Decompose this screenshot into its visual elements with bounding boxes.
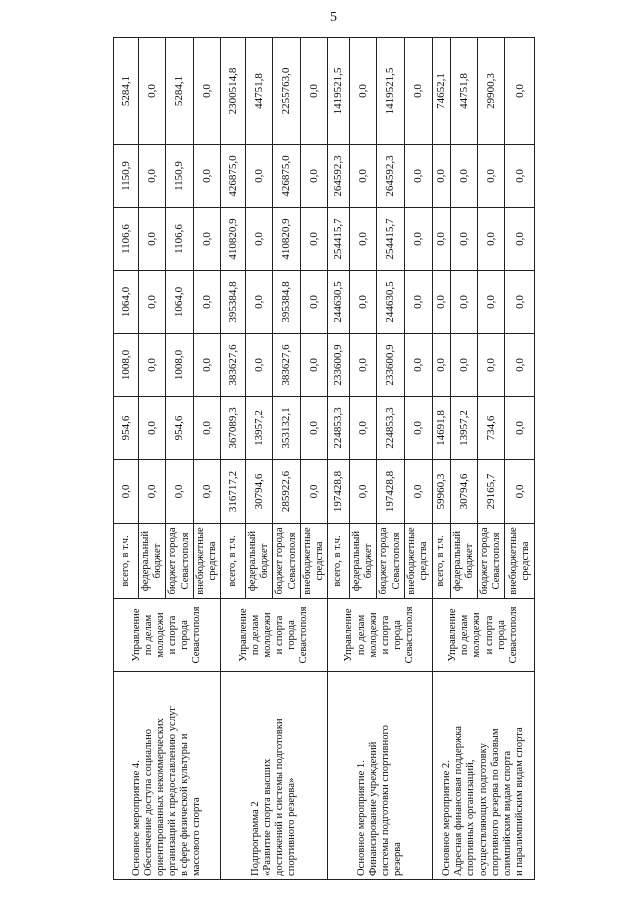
program-title-cell [221, 672, 328, 880]
total-value-cell: 5284,1 [166, 38, 193, 145]
funding-source-line: бюджет города [479, 527, 491, 595]
year-value-cell: 0,0 [193, 334, 220, 397]
funding-source-line: внебюджетные [507, 527, 519, 595]
funding-source-cell [166, 524, 193, 599]
year-value-cell: 0,0 [193, 208, 220, 271]
year-value-cell: 410820,9 [221, 208, 246, 271]
executor-cell [114, 599, 221, 672]
year-value-cell: 0,0 [432, 271, 450, 334]
funding-source-line: федеральный [351, 530, 363, 592]
year-value-cell: 0,0 [478, 145, 505, 208]
year-value-cell: 0,0 [300, 208, 327, 271]
program-title-line: «Развитие спорта высших [261, 758, 273, 876]
year-value-cell: 0,0 [404, 334, 432, 397]
funding-source-line: Севастополя [286, 532, 298, 590]
year-value-cell: 0,0 [300, 145, 327, 208]
year-value-cell: 0,0 [350, 271, 377, 334]
funding-source-line: Севастополя [491, 532, 503, 590]
year-value-cell: 0,0 [246, 271, 273, 334]
executor-line: по делам [459, 614, 471, 656]
executor-line: Управление [343, 608, 355, 662]
funding-source-line: внебюджетные [194, 527, 206, 595]
year-value-cell: 0,0 [432, 208, 450, 271]
year-value-cell: 0,0 [139, 145, 166, 208]
year-value-cell: 0,0 [404, 460, 432, 524]
year-value-cell: 0,0 [478, 271, 505, 334]
executor-line: Управление [237, 608, 249, 662]
year-value-cell: 426875,0 [221, 145, 246, 208]
year-value-cell: 0,0 [300, 271, 327, 334]
year-value-cell: 0,0 [432, 145, 450, 208]
executor-cell [328, 599, 433, 672]
year-value-cell: 0,0 [139, 208, 166, 271]
year-value-cell: 264592,3 [328, 145, 350, 208]
year-value-cell: 233600,9 [328, 334, 350, 397]
year-value-cell: 0,0 [350, 208, 377, 271]
funding-source-line: бюджет города [378, 527, 390, 595]
year-value-cell: 0,0 [193, 271, 220, 334]
funding-source-cell [273, 524, 300, 599]
year-value-cell: 0,0 [350, 145, 377, 208]
year-value-cell: 383627,6 [273, 334, 300, 397]
year-value-cell: 0,0 [404, 145, 432, 208]
year-value-cell: 285922,6 [273, 460, 300, 524]
year-value-cell: 383627,6 [221, 334, 246, 397]
year-value-cell: 0,0 [300, 460, 327, 524]
executor-line: по делам [355, 614, 367, 656]
funding-source-cell [404, 524, 432, 599]
program-title-cell [328, 672, 433, 880]
funding-source-line: бюджет [152, 543, 164, 579]
program-title-line: Основное мероприятие 2. [440, 760, 452, 876]
program-title-line: и паралимпийским видам спорта [514, 727, 526, 876]
year-value-cell: 0,0 [300, 397, 327, 460]
year-value-cell: 0,0 [404, 271, 432, 334]
funding-source-cell [221, 524, 246, 599]
program-title-line: Адресная финансовая поддержка [453, 725, 465, 876]
year-value-cell: 395384,8 [221, 271, 246, 334]
executor-cell [432, 599, 535, 672]
year-value-cell: 224853,3 [377, 397, 404, 460]
year-value-cell: 0,0 [450, 271, 477, 334]
program-title-line: спортивных организаций, [465, 759, 477, 876]
year-value-cell: 59960,3 [432, 460, 450, 524]
funding-source-cell [478, 524, 505, 599]
funding-source-cell [246, 524, 273, 599]
funding-source-line: всего, в т.ч. [226, 535, 238, 587]
year-value-cell: 0,0 [505, 271, 535, 334]
funding-source-line: внебюджетные [406, 527, 418, 595]
year-value-cell: 1106,6 [166, 208, 193, 271]
year-value-cell: 0,0 [432, 334, 450, 397]
total-value-cell: 1419521,5 [377, 38, 404, 145]
total-value-cell: 2300514,8 [221, 38, 246, 145]
year-value-cell: 367089,3 [221, 397, 246, 460]
funding-source-line: бюджет города [167, 527, 179, 595]
year-value-cell: 954,6 [166, 397, 193, 460]
year-value-cell: 0,0 [246, 145, 273, 208]
total-value-cell: 0,0 [300, 38, 327, 145]
funding-source-cell [377, 524, 404, 599]
total-value-cell: 44751,8 [450, 38, 477, 145]
executor-line: Управление [130, 608, 142, 662]
executor-line: и спорта города [483, 615, 507, 655]
total-value-cell: 1419521,5 [328, 38, 350, 145]
executor-line: по делам [249, 614, 261, 656]
executor-line: молодежи [367, 612, 379, 658]
program-title-cell [432, 672, 535, 880]
year-value-cell: 197428,8 [328, 460, 350, 524]
year-value-cell: 13957,2 [450, 397, 477, 460]
year-value-cell: 1106,6 [114, 208, 139, 271]
funding-source-line: средства [313, 541, 325, 581]
total-value-cell: 5284,1 [114, 38, 139, 145]
executor-line: и спорта города [167, 615, 191, 655]
year-value-cell: 0,0 [193, 145, 220, 208]
total-value-cell: 0,0 [505, 38, 535, 145]
year-value-cell: 0,0 [478, 208, 505, 271]
funding-source-line: всего, в т.ч. [119, 535, 131, 587]
year-value-cell: 244630,5 [328, 271, 350, 334]
total-value-cell: 0,0 [404, 38, 432, 145]
executor-line: Севастополя [507, 606, 519, 664]
funding-source-line: всего, в т.ч. [332, 535, 344, 587]
funding-source-line: Севастополя [179, 532, 191, 590]
year-value-cell: 1008,0 [166, 334, 193, 397]
year-value-cell: 410820,9 [273, 208, 300, 271]
funding-source-line: Севастополя [390, 532, 402, 590]
year-value-cell: 29165,7 [478, 460, 505, 524]
funding-source-cell [300, 524, 327, 599]
program-title-line: спортивного резерва» [286, 777, 298, 876]
year-value-cell: 0,0 [505, 334, 535, 397]
executor-line: по делам [142, 614, 154, 656]
year-value-cell: 1064,0 [114, 271, 139, 334]
year-value-cell: 233600,9 [377, 334, 404, 397]
year-value-cell: 316717,2 [221, 460, 246, 524]
funding-source-line: федеральный [247, 530, 259, 592]
year-value-cell: 1150,9 [114, 145, 139, 208]
program-title-line: Основное мероприятие 4. [130, 760, 142, 876]
funding-source-cell [432, 524, 450, 599]
year-value-cell: 0,0 [300, 334, 327, 397]
total-value-cell: 74652,1 [432, 38, 450, 145]
year-value-cell: 0,0 [450, 334, 477, 397]
funding-source-cell [350, 524, 377, 599]
program-title-line: Подпрограмма 2 [249, 801, 261, 876]
program-title-line: Финансирование учреждений [367, 741, 379, 876]
program-title-line: осуществляющих подготовку [477, 743, 489, 876]
year-value-cell: 254415,7 [328, 208, 350, 271]
year-value-cell: 0,0 [166, 460, 193, 524]
funding-source-line: средства [519, 541, 531, 581]
table-row [328, 38, 350, 880]
executor-line: Севастополя [191, 606, 203, 664]
year-value-cell: 224853,3 [328, 397, 350, 460]
year-value-cell: 954,6 [114, 397, 139, 460]
year-value-cell: 0,0 [505, 397, 535, 460]
year-value-cell: 0,0 [350, 460, 377, 524]
year-value-cell: 426875,0 [273, 145, 300, 208]
year-value-cell: 264592,3 [377, 145, 404, 208]
year-value-cell: 1008,0 [114, 334, 139, 397]
table-row [114, 38, 139, 880]
program-title-cell [114, 672, 221, 880]
executor-cell [221, 599, 328, 672]
rotated-table-container [113, 38, 531, 880]
funding-source-line: бюджет [259, 543, 271, 579]
total-value-cell: 0,0 [193, 38, 220, 145]
program-title-line: системы подготовки спортивного [379, 725, 391, 876]
funding-source-cell [505, 524, 535, 599]
executor-line: и спорта города [274, 615, 298, 655]
year-value-cell: 1150,9 [166, 145, 193, 208]
table-row [221, 38, 246, 880]
year-value-cell: 244630,5 [377, 271, 404, 334]
executor-line: Севастополя [298, 606, 310, 664]
year-value-cell: 0,0 [193, 460, 220, 524]
total-value-cell: 0,0 [139, 38, 166, 145]
year-value-cell: 0,0 [139, 271, 166, 334]
year-value-cell: 0,0 [404, 208, 432, 271]
executor-line: Управление [447, 608, 459, 662]
executor-line: и спорта города [379, 615, 404, 655]
year-value-cell: 13957,2 [246, 397, 273, 460]
funding-table [113, 37, 535, 880]
year-value-cell: 0,0 [246, 208, 273, 271]
year-value-cell: 0,0 [193, 397, 220, 460]
program-title-line: достижений и системы подготовки [274, 718, 286, 876]
funding-source-cell [450, 524, 477, 599]
funding-source-line: всего, в т.ч. [435, 535, 447, 587]
funding-source-cell [328, 524, 350, 599]
year-value-cell: 30794,6 [450, 460, 477, 524]
total-value-cell: 2255763,0 [273, 38, 300, 145]
total-value-cell: 44751,8 [246, 38, 273, 145]
year-value-cell: 0,0 [350, 397, 377, 460]
year-value-cell: 254415,7 [377, 208, 404, 271]
program-title-line: массового спорта [191, 797, 203, 876]
funding-source-line: средства [206, 541, 218, 581]
program-title-line: в сфере физической культуры и [179, 733, 191, 876]
program-title-line: резерва [392, 842, 404, 876]
funding-source-cell [193, 524, 220, 599]
year-value-cell: 0,0 [139, 460, 166, 524]
program-title-line: спортивного резерва по базовым [489, 728, 501, 876]
funding-source-line: внебюджетные [301, 527, 313, 595]
year-value-cell: 0,0 [450, 208, 477, 271]
year-value-cell: 0,0 [114, 460, 139, 524]
executor-line: молодежи [471, 612, 483, 658]
year-value-cell: 30794,6 [246, 460, 273, 524]
year-value-cell: 395384,8 [273, 271, 300, 334]
year-value-cell: 0,0 [404, 397, 432, 460]
total-value-cell: 29900,3 [478, 38, 505, 145]
year-value-cell: 734,6 [478, 397, 505, 460]
funding-source-line: федеральный [451, 530, 463, 592]
year-value-cell: 0,0 [505, 460, 535, 524]
funding-source-line: средства [418, 541, 430, 581]
year-value-cell: 1064,0 [166, 271, 193, 334]
program-title-line: ориентированных некоммерческих [154, 718, 166, 876]
year-value-cell: 0,0 [139, 397, 166, 460]
program-title-line: организаций к предоставлению услуг [167, 706, 179, 876]
funding-source-cell [139, 524, 166, 599]
table-row [432, 38, 450, 880]
executor-line: молодежи [261, 612, 273, 658]
year-value-cell: 0,0 [450, 145, 477, 208]
year-value-cell: 0,0 [350, 334, 377, 397]
year-value-cell: 353132,1 [273, 397, 300, 460]
funding-source-line: федеральный [140, 530, 151, 592]
year-value-cell: 0,0 [505, 145, 535, 208]
funding-source-line: бюджет [363, 543, 375, 579]
total-value-cell: 0,0 [350, 38, 377, 145]
program-title-line: Основное мероприятие 1. [355, 760, 367, 876]
year-value-cell: 0,0 [246, 334, 273, 397]
program-title-line: Обеспечение доступа социально [142, 728, 154, 876]
funding-source-line: бюджет города [274, 527, 286, 595]
page-number: 5 [330, 10, 337, 25]
executor-line: молодежи [154, 612, 166, 658]
year-value-cell: 14691,8 [432, 397, 450, 460]
funding-source-cell [114, 524, 139, 599]
funding-source-line: бюджет [463, 543, 475, 579]
program-title-line: олимпийским видам спорта [501, 750, 513, 876]
year-value-cell: 197428,8 [377, 460, 404, 524]
year-value-cell: 0,0 [139, 334, 166, 397]
year-value-cell: 0,0 [505, 208, 535, 271]
executor-line: Севастополя [404, 606, 416, 664]
year-value-cell: 0,0 [478, 334, 505, 397]
